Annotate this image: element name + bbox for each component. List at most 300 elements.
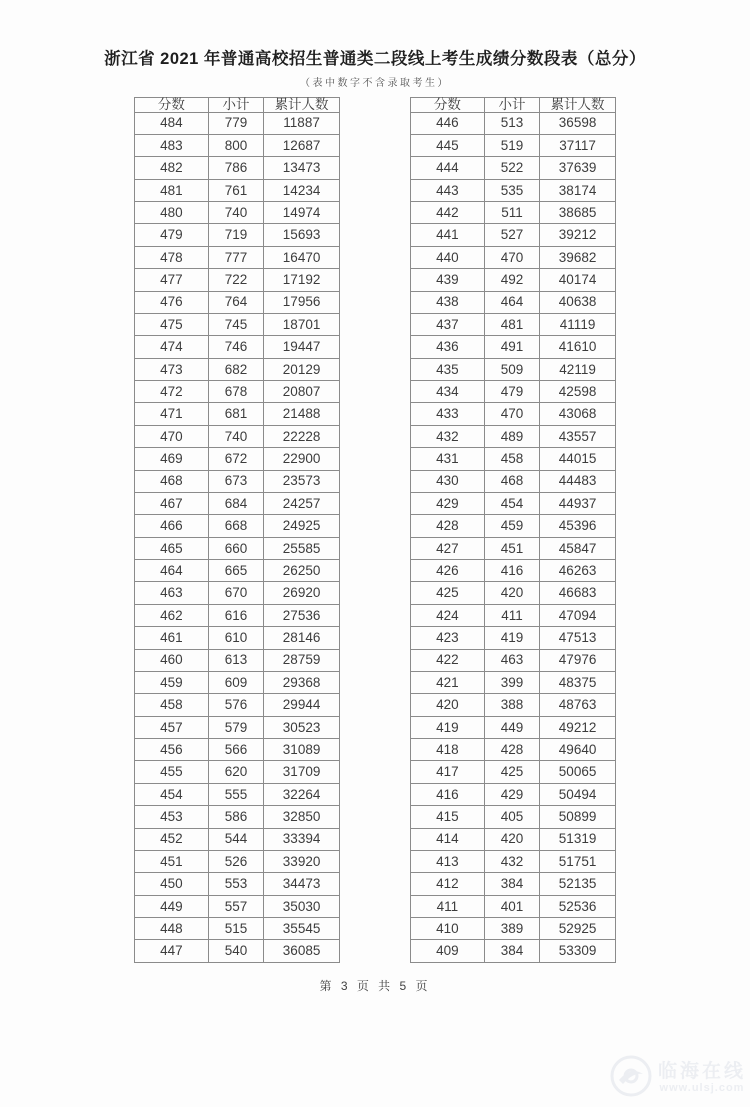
table-row (135, 828, 340, 850)
table-cell: 389 (484, 918, 539, 940)
table-cell: 761 (208, 179, 263, 201)
table-cell: 665 (208, 560, 263, 582)
table-cell: 17192 (264, 269, 340, 291)
table-cell: 463 (484, 649, 539, 671)
table-cell: 519 (484, 134, 539, 156)
table-cell: 36598 (540, 112, 616, 134)
table-cell: 388 (484, 694, 539, 716)
table-cell: 28146 (264, 627, 340, 649)
table-row (135, 716, 340, 738)
table-cell: 38174 (540, 179, 616, 201)
table-cell: 511 (484, 202, 539, 224)
table-cell: 576 (208, 694, 263, 716)
table-cell: 527 (484, 224, 539, 246)
table-row (411, 873, 616, 895)
table-cell: 46263 (540, 560, 616, 582)
table-cell: 415 (411, 806, 485, 828)
table-row (135, 112, 340, 134)
table-cell: 668 (208, 515, 263, 537)
table-cell: 425 (484, 761, 539, 783)
table-row (411, 112, 616, 134)
table-cell: 489 (484, 425, 539, 447)
table-cell: 48375 (540, 671, 616, 693)
table-cell: 384 (484, 940, 539, 963)
table-cell: 430 (411, 470, 485, 492)
table-cell: 37639 (540, 157, 616, 179)
table-cell: 466 (135, 515, 209, 537)
table-row (411, 761, 616, 783)
table-cell: 27536 (264, 604, 340, 626)
table-cell: 44483 (540, 470, 616, 492)
table-row (135, 560, 340, 582)
table-cell: 457 (135, 716, 209, 738)
table-cell: 42598 (540, 381, 616, 403)
table-cell: 35030 (264, 895, 340, 917)
table-row (135, 492, 340, 514)
table-cell: 22900 (264, 448, 340, 470)
table-cell: 745 (208, 313, 263, 335)
table-cell: 800 (208, 134, 263, 156)
table-row (411, 269, 616, 291)
table-cell: 441 (411, 224, 485, 246)
table-cell: 670 (208, 582, 263, 604)
table-cell: 40174 (540, 269, 616, 291)
table-row (411, 224, 616, 246)
table-row (135, 739, 340, 761)
table-row (135, 627, 340, 649)
table-row (135, 918, 340, 940)
table-cell: 522 (484, 157, 539, 179)
table-cell: 399 (484, 671, 539, 693)
table-row (411, 157, 616, 179)
table-cell: 478 (135, 246, 209, 268)
table-cell: 455 (135, 761, 209, 783)
table-row (411, 918, 616, 940)
table-cell: 540 (208, 940, 263, 963)
table-row (411, 403, 616, 425)
table-cell: 764 (208, 291, 263, 313)
table-cell: 467 (135, 492, 209, 514)
watermark (609, 1054, 746, 1103)
table-row (135, 381, 340, 403)
table-cell: 609 (208, 671, 263, 693)
table-cell: 47513 (540, 627, 616, 649)
table-row (411, 806, 616, 828)
table-row (135, 582, 340, 604)
table-cell: 450 (135, 873, 209, 895)
table-cell: 492 (484, 269, 539, 291)
table-cell: 424 (411, 604, 485, 626)
table-row (135, 448, 340, 470)
table-cell: 50494 (540, 783, 616, 805)
table-row (411, 425, 616, 447)
table-cell: 26250 (264, 560, 340, 582)
page-subtitle: （表中数字不含录取考生） (300, 78, 450, 89)
table-cell: 22228 (264, 425, 340, 447)
table-cell: 45396 (540, 515, 616, 537)
table-cell: 420 (484, 828, 539, 850)
table-cell: 471 (135, 403, 209, 425)
table-row (411, 716, 616, 738)
table-cell: 416 (411, 783, 485, 805)
table-cell: 14234 (264, 179, 340, 201)
table-row (411, 783, 616, 805)
table-cell: 616 (208, 604, 263, 626)
table-cell: 620 (208, 761, 263, 783)
table-cell: 722 (208, 269, 263, 291)
table-cell: 425 (411, 582, 485, 604)
page-title: 浙江省 2021 年普通高校招生普通类二段线上考生成绩分数段表（总分） (104, 50, 646, 68)
table-cell: 439 (411, 269, 485, 291)
table-cell: 24925 (264, 515, 340, 537)
table-row (135, 671, 340, 693)
table-cell: 481 (484, 313, 539, 335)
table-cell: 50065 (540, 761, 616, 783)
page-number-footer: 第 3 页 共 5 页 (319, 979, 431, 993)
table-cell: 422 (411, 649, 485, 671)
column-header: 累计人数 (540, 98, 616, 113)
table-row (411, 739, 616, 761)
table-cell: 454 (135, 783, 209, 805)
table-cell: 409 (411, 940, 485, 963)
watermark-text-block (658, 1062, 746, 1094)
column-header: 累计人数 (264, 98, 340, 113)
table-cell: 456 (135, 739, 209, 761)
column-header: 分数 (135, 98, 209, 113)
column-header: 小计 (484, 98, 539, 113)
table-cell: 51751 (540, 850, 616, 872)
table-cell: 451 (484, 537, 539, 559)
table-cell: 52925 (540, 918, 616, 940)
table-cell: 13473 (264, 157, 340, 179)
table-cell: 44015 (540, 448, 616, 470)
table-cell: 434 (411, 381, 485, 403)
table-cell: 476 (135, 291, 209, 313)
table-row (411, 671, 616, 693)
table-cell: 740 (208, 202, 263, 224)
table-row (411, 604, 616, 626)
table-cell: 39212 (540, 224, 616, 246)
table-cell: 440 (411, 246, 485, 268)
table-cell: 681 (208, 403, 263, 425)
table-row (411, 336, 616, 358)
table-row (411, 448, 616, 470)
table-cell: 52536 (540, 895, 616, 917)
table-cell: 555 (208, 783, 263, 805)
table-cell: 438 (411, 291, 485, 313)
table-cell: 20807 (264, 381, 340, 403)
table-row (135, 537, 340, 559)
table-cell: 483 (135, 134, 209, 156)
table-cell: 23573 (264, 470, 340, 492)
table-cell: 33920 (264, 850, 340, 872)
table-cell: 417 (411, 761, 485, 783)
table-row (135, 761, 340, 783)
table-cell: 779 (208, 112, 263, 134)
table-cell: 32850 (264, 806, 340, 828)
table-cell: 491 (484, 336, 539, 358)
table-row (411, 358, 616, 380)
table-cell: 416 (484, 560, 539, 582)
table-cell: 479 (484, 381, 539, 403)
table-cell: 29944 (264, 694, 340, 716)
table-row (411, 560, 616, 582)
table-cell: 44937 (540, 492, 616, 514)
watermark-url: www.ulsj.com (659, 1082, 745, 1095)
table-cell: 421 (411, 671, 485, 693)
table-cell: 47094 (540, 604, 616, 626)
table-cell: 32264 (264, 783, 340, 805)
table-cell: 17956 (264, 291, 340, 313)
table-cell: 428 (411, 515, 485, 537)
table-cell: 432 (411, 425, 485, 447)
table-cell: 419 (411, 716, 485, 738)
table-cell: 412 (411, 873, 485, 895)
table-row (411, 515, 616, 537)
table-cell: 777 (208, 246, 263, 268)
table-row (135, 313, 340, 335)
header-row (135, 98, 340, 113)
table-cell: 479 (135, 224, 209, 246)
table-cell: 480 (135, 202, 209, 224)
table-cell: 47976 (540, 649, 616, 671)
table-cell: 443 (411, 179, 485, 201)
table-cell: 43068 (540, 403, 616, 425)
table-cell: 449 (484, 716, 539, 738)
table-cell: 449 (135, 895, 209, 917)
table-cell: 459 (135, 671, 209, 693)
table-cell: 45847 (540, 537, 616, 559)
table-cell: 25585 (264, 537, 340, 559)
table-cell: 42119 (540, 358, 616, 380)
table-cell: 464 (484, 291, 539, 313)
table-row (135, 179, 340, 201)
table-cell: 515 (208, 918, 263, 940)
table-cell: 384 (484, 873, 539, 895)
table-row (135, 336, 340, 358)
table-cell: 470 (135, 425, 209, 447)
table-cell: 465 (135, 537, 209, 559)
table-cell: 28759 (264, 649, 340, 671)
table-row (135, 269, 340, 291)
table-cell: 463 (135, 582, 209, 604)
table-cell: 26920 (264, 582, 340, 604)
table-cell: 513 (484, 112, 539, 134)
table-cell: 442 (411, 202, 485, 224)
table-row (411, 649, 616, 671)
table-cell: 43557 (540, 425, 616, 447)
table-cell: 429 (411, 492, 485, 514)
table-cell: 418 (411, 739, 485, 761)
table-cell: 420 (411, 694, 485, 716)
table-cell: 401 (484, 895, 539, 917)
table-cell: 544 (208, 828, 263, 850)
watermark-logo-icon (609, 1054, 653, 1103)
table-row (411, 895, 616, 917)
table-cell: 447 (135, 940, 209, 963)
table-cell: 586 (208, 806, 263, 828)
table-cell: 432 (484, 850, 539, 872)
table-cell: 48763 (540, 694, 616, 716)
table-cell: 24257 (264, 492, 340, 514)
table-row (411, 291, 616, 313)
table-row (135, 940, 340, 963)
table-cell: 673 (208, 470, 263, 492)
table-cell: 682 (208, 358, 263, 380)
score-tables-container (0, 97, 750, 963)
table-cell: 411 (411, 895, 485, 917)
table-row (135, 470, 340, 492)
table-cell: 414 (411, 828, 485, 850)
table-cell: 427 (411, 537, 485, 559)
table-cell: 413 (411, 850, 485, 872)
table-cell: 678 (208, 381, 263, 403)
table-cell: 35545 (264, 918, 340, 940)
table-cell: 461 (135, 627, 209, 649)
table-cell: 34473 (264, 873, 340, 895)
table-cell: 36085 (264, 940, 340, 963)
table-cell: 33394 (264, 828, 340, 850)
table-cell: 464 (135, 560, 209, 582)
table-cell: 19447 (264, 336, 340, 358)
table-cell: 660 (208, 537, 263, 559)
table-row (135, 358, 340, 380)
table-cell: 31089 (264, 739, 340, 761)
table-cell: 468 (135, 470, 209, 492)
table-row (135, 649, 340, 671)
table-cell: 684 (208, 492, 263, 514)
table-cell: 484 (135, 112, 209, 134)
table-row (411, 381, 616, 403)
table-cell: 610 (208, 627, 263, 649)
table-row (411, 828, 616, 850)
table-cell: 453 (135, 806, 209, 828)
table-cell: 30523 (264, 716, 340, 738)
table-row (411, 627, 616, 649)
table-cell: 41119 (540, 313, 616, 335)
table-cell: 475 (135, 313, 209, 335)
table-cell: 672 (208, 448, 263, 470)
table-cell: 462 (135, 604, 209, 626)
table-cell: 579 (208, 716, 263, 738)
table-row (135, 694, 340, 716)
table-cell: 21488 (264, 403, 340, 425)
table-row (135, 291, 340, 313)
table-row (135, 850, 340, 872)
table-cell: 419 (484, 627, 539, 649)
table-cell: 12687 (264, 134, 340, 156)
table-cell: 445 (411, 134, 485, 156)
table-cell: 482 (135, 157, 209, 179)
table-cell: 444 (411, 157, 485, 179)
table-cell: 51319 (540, 828, 616, 850)
table-cell: 459 (484, 515, 539, 537)
table-cell: 553 (208, 873, 263, 895)
table-cell: 786 (208, 157, 263, 179)
table-cell: 446 (411, 112, 485, 134)
table-row (135, 425, 340, 447)
table-cell: 448 (135, 918, 209, 940)
table-cell: 50899 (540, 806, 616, 828)
table-cell: 470 (484, 246, 539, 268)
table-cell: 53309 (540, 940, 616, 963)
table-cell: 20129 (264, 358, 340, 380)
table-cell: 557 (208, 895, 263, 917)
table-cell: 40638 (540, 291, 616, 313)
table-cell: 458 (484, 448, 539, 470)
table-row (411, 179, 616, 201)
table-cell: 431 (411, 448, 485, 470)
table-cell: 719 (208, 224, 263, 246)
table-cell: 468 (484, 470, 539, 492)
table-cell: 411 (484, 604, 539, 626)
table-cell: 458 (135, 694, 209, 716)
table-cell: 477 (135, 269, 209, 291)
table-cell: 509 (484, 358, 539, 380)
table-cell: 451 (135, 850, 209, 872)
table-row (135, 873, 340, 895)
column-header: 分数 (411, 98, 485, 113)
table-row (135, 895, 340, 917)
table-cell: 436 (411, 336, 485, 358)
table-cell: 460 (135, 649, 209, 671)
table-cell: 11887 (264, 112, 340, 134)
table-cell: 469 (135, 448, 209, 470)
table-row (411, 694, 616, 716)
table-cell: 29368 (264, 671, 340, 693)
table-cell: 46683 (540, 582, 616, 604)
table-cell: 18701 (264, 313, 340, 335)
table-row (411, 134, 616, 156)
table-row (411, 940, 616, 963)
table-row (135, 604, 340, 626)
table-row (411, 492, 616, 514)
table-row (135, 157, 340, 179)
table-cell: 14974 (264, 202, 340, 224)
table-row (135, 403, 340, 425)
table-cell: 39682 (540, 246, 616, 268)
table-cell: 746 (208, 336, 263, 358)
table-row (135, 202, 340, 224)
table-cell: 423 (411, 627, 485, 649)
table-cell: 740 (208, 425, 263, 447)
table-cell: 452 (135, 828, 209, 850)
table-cell: 613 (208, 649, 263, 671)
table-cell: 526 (208, 850, 263, 872)
table-cell: 472 (135, 381, 209, 403)
watermark-text: 临海在线 (657, 1061, 746, 1083)
table-cell: 535 (484, 179, 539, 201)
column-header: 小计 (208, 98, 263, 113)
table-cell: 49640 (540, 739, 616, 761)
header-row (411, 98, 616, 113)
table-cell: 566 (208, 739, 263, 761)
table-row (411, 202, 616, 224)
table-cell: 38685 (540, 202, 616, 224)
score-table-left (134, 97, 340, 963)
table-row (411, 246, 616, 268)
table-cell: 405 (484, 806, 539, 828)
table-row (411, 470, 616, 492)
table-row (135, 783, 340, 805)
table-row (135, 224, 340, 246)
table-cell: 420 (484, 582, 539, 604)
table-cell: 433 (411, 403, 485, 425)
table-row (135, 246, 340, 268)
table-cell: 481 (135, 179, 209, 201)
table-cell: 470 (484, 403, 539, 425)
table-cell: 474 (135, 336, 209, 358)
